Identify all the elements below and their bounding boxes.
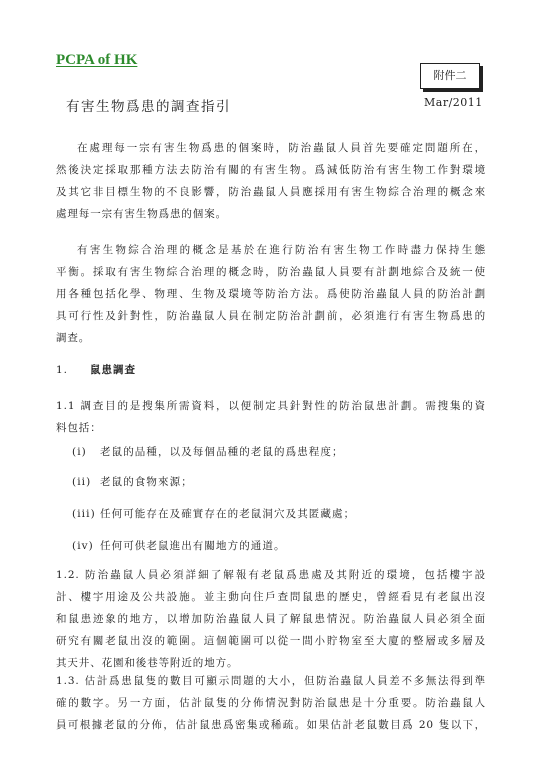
list-item-text: 老鼠的食物來源； — [100, 476, 193, 488]
list-item — [72, 444, 344, 459]
text-line: 其天井、花園和後巷等附近的地方。 — [56, 657, 239, 669]
paragraph-1-1 — [56, 395, 486, 439]
text-line: 有害生物綜合治理的概念是基於在進行防治有害生物工作時盡力保持生態 — [77, 244, 486, 256]
section-number: 1. — [56, 364, 69, 376]
text-line: 具可行性及針對性，防治蟲鼠人員在制定防治計劃前，必須進行有害生物爲患的 — [56, 310, 486, 322]
list-item-text: 老鼠的品種，以及每個品種的老鼠的爲患程度； — [100, 446, 344, 458]
organization-logo-text: PCPA of HK — [56, 52, 138, 68]
text-line: 及其它非目標生物的不良影響，防治蟲鼠人員應採用有害生物綜合治理的概念來 — [56, 186, 486, 198]
text-line: 確的數字。另一方面，估計鼠隻的分佈情況對防治鼠患是十分重要。防治蟲鼠人 — [56, 697, 486, 709]
list-item — [72, 474, 193, 489]
document-title: 有害生物爲患的調查指引 — [66, 99, 231, 115]
intro-paragraph-2 — [56, 239, 486, 349]
text-line: 料包括： — [56, 422, 102, 434]
list-item — [72, 506, 355, 521]
text-line: 和鼠患迹象的地方，以增加防治蟲鼠人員了解鼠患情況。防治蟲鼠人員必須全面 — [56, 613, 486, 625]
text-line: 用各種包括化學、物理、生物及環境等防治方法。爲使防治蟲鼠人員的防治計劃 — [56, 288, 486, 300]
text-line: 1.1 調查目的是搜集所需資料，以便制定具針對性的防治鼠患計劃。需搜集的資 — [56, 400, 486, 412]
list-item-text: 任何可能存在及確實存在的老鼠洞穴及其匿藏處； — [100, 508, 356, 520]
text-line: 調查。 — [56, 332, 91, 344]
text-line: 員可根據老鼠的分佈，估計鼠患爲密集或稀疏。如果估計老鼠數目爲 20 隻以下， — [56, 719, 486, 731]
document-date: Mar/2011 — [424, 96, 483, 109]
list-item-text: 任何可供老鼠進出有關地方的通道。 — [100, 540, 286, 552]
list-marker: (i) — [72, 446, 87, 458]
list-item — [72, 538, 286, 553]
text-line: 在處理每一宗有害生物爲患的個案時，防治蟲鼠人員首先要確定問題所在， — [77, 142, 486, 154]
annex-label: 附件二 — [420, 63, 480, 89]
text-line: 1.3. 估計爲患鼠隻的數目可顯示問題的大小，但防治蟲鼠人員差不多無法得到準 — [56, 675, 486, 687]
text-line: 1.2. 防治蟲鼠人員必須詳細了解報有老鼠爲患處及其附近的環境，包括樓宇設 — [56, 569, 486, 581]
paragraph-1-3 — [56, 670, 486, 736]
list-marker: (iii) — [72, 508, 96, 520]
intro-paragraph-1 — [56, 137, 486, 225]
section-heading — [56, 362, 136, 377]
text-line: 平衡。採取有害生物綜合治理的概念時，防治蟲鼠人員要有計劃地綜合及統一使 — [56, 266, 486, 278]
section-title: 鼠患調查 — [90, 364, 136, 376]
text-line: 處理每一宗有害生物爲患的個案。 — [56, 208, 227, 220]
text-line: 然後決定採取那種方法去防治有關的有害生物。爲減低防治有害生物工作對環境 — [56, 164, 486, 176]
text-line: 計、樓宇用途及公共設施。並主動向住戶查問鼠患的歷史，曾經看見有老鼠出沒 — [56, 591, 486, 603]
text-line: 研究有關老鼠出沒的範圍。這個範圍可以從一間小貯物室至大廈的整層或多層及 — [56, 635, 486, 647]
paragraph-1-2 — [56, 564, 486, 674]
list-marker: (ii) — [72, 476, 92, 488]
list-marker: (iv) — [72, 540, 94, 552]
